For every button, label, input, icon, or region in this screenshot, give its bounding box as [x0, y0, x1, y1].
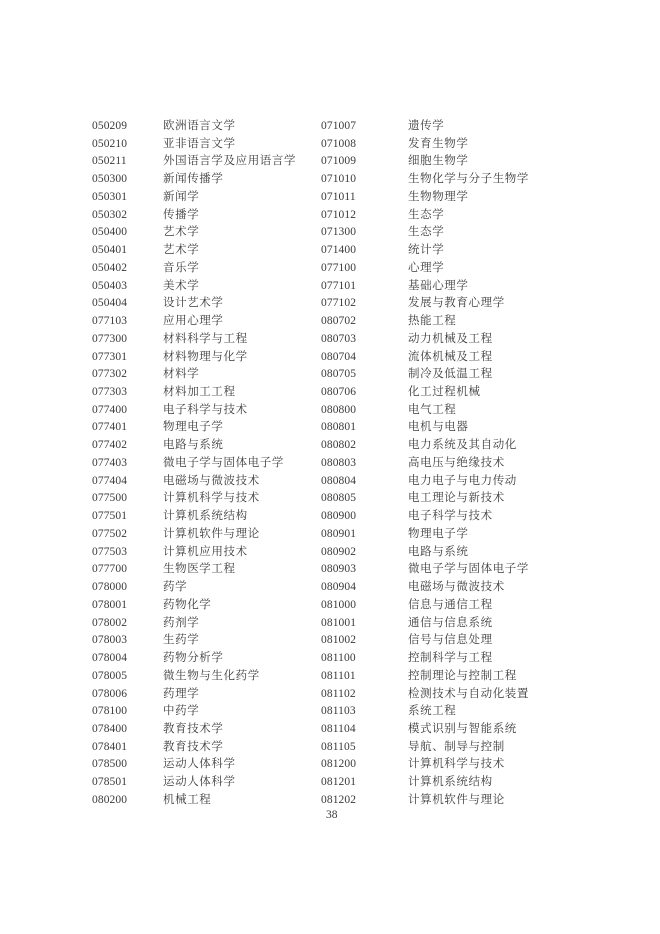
subject-code: 078003	[92, 634, 128, 647]
subject-code: 081002	[321, 634, 357, 647]
subject-name: 材料加工工程	[163, 386, 236, 399]
subject-name: 电路与系统	[163, 439, 224, 452]
subject-code: 077400	[92, 403, 128, 416]
subject-name: 细胞生物学	[408, 155, 469, 168]
subject-name: 电子科学与技术	[408, 510, 493, 523]
subject-name: 电机与电器	[408, 421, 469, 434]
subject-code: 081102	[321, 687, 356, 700]
subject-name: 设计艺术学	[163, 297, 224, 310]
subject-name: 通信与信息系统	[408, 616, 493, 629]
subject-name: 计算机科学与技术	[163, 492, 260, 505]
subject-name: 计算机软件与理论	[163, 527, 260, 540]
subject-code: 080802	[321, 439, 357, 452]
subject-code: 077102	[321, 297, 357, 310]
subject-name: 系统工程	[408, 705, 457, 718]
subject-code: 050401	[92, 244, 128, 257]
subject-code: 078000	[92, 581, 128, 594]
subject-code: 080902	[321, 545, 357, 558]
subject-code: 078005	[92, 669, 128, 682]
subject-name: 传播学	[163, 208, 200, 221]
subject-name: 亚非语言文学	[163, 137, 236, 150]
subject-name: 运动人体科学	[163, 776, 236, 789]
subject-name: 微电子学与固体电子学	[408, 563, 529, 576]
subject-code: 078002	[92, 616, 128, 629]
subject-name: 机械工程	[163, 793, 212, 806]
subject-name: 应用心理学	[163, 315, 224, 328]
subject-name: 电力电子与电力传动	[408, 474, 517, 487]
subject-code: 050404	[92, 297, 128, 310]
subject-code: 050402	[92, 261, 128, 274]
subject-name: 热能工程	[408, 315, 457, 328]
subject-name: 发育生物学	[408, 137, 469, 150]
subject-code: 081100	[321, 652, 356, 665]
subject-code: 050300	[92, 173, 128, 186]
subject-code: 077403	[92, 456, 128, 469]
subject-code: 081001	[321, 616, 357, 629]
subject-code: 080805	[321, 492, 357, 505]
subject-code: 080800	[321, 403, 357, 416]
subject-code: 078401	[92, 740, 128, 753]
subject-name: 生物化学与分子生物学	[408, 173, 529, 186]
subject-code: 081103	[321, 705, 356, 718]
subject-code: 080904	[321, 581, 357, 594]
subject-name: 心理学	[408, 261, 445, 274]
subject-code: 077503	[92, 545, 128, 558]
subject-name: 化工过程机械	[408, 386, 481, 399]
subject-name: 药物化学	[163, 598, 212, 611]
subject-name: 动力机械及工程	[408, 332, 493, 345]
subject-code: 081202	[321, 793, 357, 806]
subject-code: 080903	[321, 563, 357, 576]
subject-code: 071011	[321, 190, 356, 203]
subject-name: 电工理论与新技术	[408, 492, 505, 505]
subject-name: 统计学	[408, 244, 445, 257]
subject-code: 080704	[321, 350, 357, 363]
subject-name: 导航、制导与控制	[408, 740, 505, 753]
subject-code: 071007	[321, 120, 357, 132]
subject-name: 电磁场与微波技术	[408, 581, 505, 594]
subject-code: 077401	[92, 421, 128, 434]
subject-code: 081105	[321, 740, 356, 753]
subject-name: 控制科学与工程	[408, 652, 493, 665]
subject-name: 艺术学	[163, 226, 200, 239]
subject-name: 中药学	[163, 705, 200, 718]
subject-name: 电气工程	[408, 403, 457, 416]
subject-code: 050211	[92, 155, 127, 168]
subject-code: 080900	[321, 510, 357, 523]
subject-name: 材料学	[163, 368, 200, 381]
subject-name: 模式识别与智能系统	[408, 722, 517, 735]
subject-code: 071300	[321, 226, 357, 239]
subject-name: 生药学	[163, 634, 200, 647]
subject-code: 078001	[92, 598, 128, 611]
subject-code: 078006	[92, 687, 128, 700]
page-number: 38	[326, 809, 338, 821]
subject-code: 080705	[321, 368, 357, 381]
subject-name: 电路与系统	[408, 545, 469, 558]
subject-code: 050400	[92, 226, 128, 239]
subject-code: 077300	[92, 332, 128, 345]
subject-name: 音乐学	[163, 261, 200, 274]
subject-name: 物理电子学	[163, 421, 224, 434]
subject-name: 物理电子学	[408, 527, 469, 540]
subject-code: 050302	[92, 208, 128, 221]
subject-name: 微电子学与固体电子学	[163, 456, 284, 469]
subject-code: 071009	[321, 155, 357, 168]
subject-name: 计算机软件与理论	[408, 793, 505, 806]
subject-code: 080803	[321, 456, 357, 469]
subject-name: 高电压与绝缘技术	[408, 456, 505, 469]
subject-code: 077502	[92, 527, 128, 540]
subject-code: 080702	[321, 315, 357, 328]
subject-code: 077301	[92, 350, 128, 363]
subject-name: 计算机系统结构	[408, 776, 493, 789]
subject-name: 检测技术与自动化装置	[408, 687, 529, 700]
subject-code: 081200	[321, 758, 357, 771]
subject-code: 077302	[92, 368, 128, 381]
subject-code: 077501	[92, 510, 128, 523]
subject-name: 计算机系统结构	[163, 510, 248, 523]
subject-code: 050210	[92, 137, 128, 150]
subject-code: 078400	[92, 722, 128, 735]
subject-code: 071012	[321, 208, 357, 221]
subject-code: 077500	[92, 492, 128, 505]
subject-name: 微生物与生化药学	[163, 669, 260, 682]
subject-name: 遗传学	[408, 120, 445, 132]
subject-name: 生态学	[408, 226, 445, 239]
subject-name: 信号与信息处理	[408, 634, 493, 647]
subject-code: 080801	[321, 421, 357, 434]
subject-name: 制冷及低温工程	[408, 368, 493, 381]
subject-code: 081000	[321, 598, 357, 611]
subject-code: 078500	[92, 758, 128, 771]
subject-name: 计算机科学与技术	[408, 758, 505, 771]
subject-name: 材料物理与化学	[163, 350, 248, 363]
subject-code: 077101	[321, 279, 357, 292]
subject-code: 080200	[92, 793, 128, 806]
subject-code: 071400	[321, 244, 357, 257]
subject-code: 080804	[321, 474, 357, 487]
subject-name: 生物物理学	[408, 190, 469, 203]
subject-name: 运动人体科学	[163, 758, 236, 771]
subject-name: 新闻传播学	[163, 173, 224, 186]
subject-name: 计算机应用技术	[163, 545, 248, 558]
subject-name: 信息与通信工程	[408, 598, 493, 611]
subject-code: 081101	[321, 669, 356, 682]
subject-name: 美术学	[163, 279, 200, 292]
subject-code: 080703	[321, 332, 357, 345]
subject-code: 077303	[92, 386, 128, 399]
subject-code: 071008	[321, 137, 357, 150]
subject-code: 081104	[321, 722, 356, 735]
subject-name: 教育技术学	[163, 740, 224, 753]
subject-name: 控制理论与控制工程	[408, 669, 517, 682]
subject-name: 艺术学	[163, 244, 200, 257]
subject-code: 078501	[92, 776, 128, 789]
subject-name: 基础心理学	[408, 279, 469, 292]
subject-name: 流体机械及工程	[408, 350, 493, 363]
subject-code: 077700	[92, 563, 128, 576]
subject-name: 外国语言学及应用语言学	[163, 155, 297, 168]
subject-name: 药理学	[163, 687, 200, 700]
subject-name: 教育技术学	[163, 722, 224, 735]
subject-code: 050209	[92, 120, 128, 132]
subject-code: 077100	[321, 261, 357, 274]
subject-name: 生物医学工程	[163, 563, 236, 576]
subject-name: 生态学	[408, 208, 445, 221]
subject-code: 077404	[92, 474, 128, 487]
subject-code: 050403	[92, 279, 128, 292]
subject-name: 欧洲语言文学	[163, 120, 236, 132]
subject-code: 071010	[321, 173, 357, 186]
subject-name: 药学	[163, 581, 188, 594]
subject-code: 080901	[321, 527, 357, 540]
subject-name: 药剂学	[163, 616, 200, 629]
subject-name: 电力系统及其自动化	[408, 439, 517, 452]
subject-name: 药物分析学	[163, 652, 224, 665]
subject-code: 080706	[321, 386, 357, 399]
subject-code: 078004	[92, 652, 128, 665]
subject-code: 077402	[92, 439, 128, 452]
subject-name: 电磁场与微波技术	[163, 474, 260, 487]
subject-name: 新闻学	[163, 190, 200, 203]
subject-code: 050301	[92, 190, 128, 203]
subject-name: 电子科学与技术	[163, 403, 248, 416]
subject-name: 发展与教育心理学	[408, 297, 505, 310]
subject-code: 081201	[321, 776, 357, 789]
subject-code: 077103	[92, 315, 128, 328]
subject-name: 材料科学与工程	[163, 332, 248, 345]
subject-code: 078100	[92, 705, 128, 718]
